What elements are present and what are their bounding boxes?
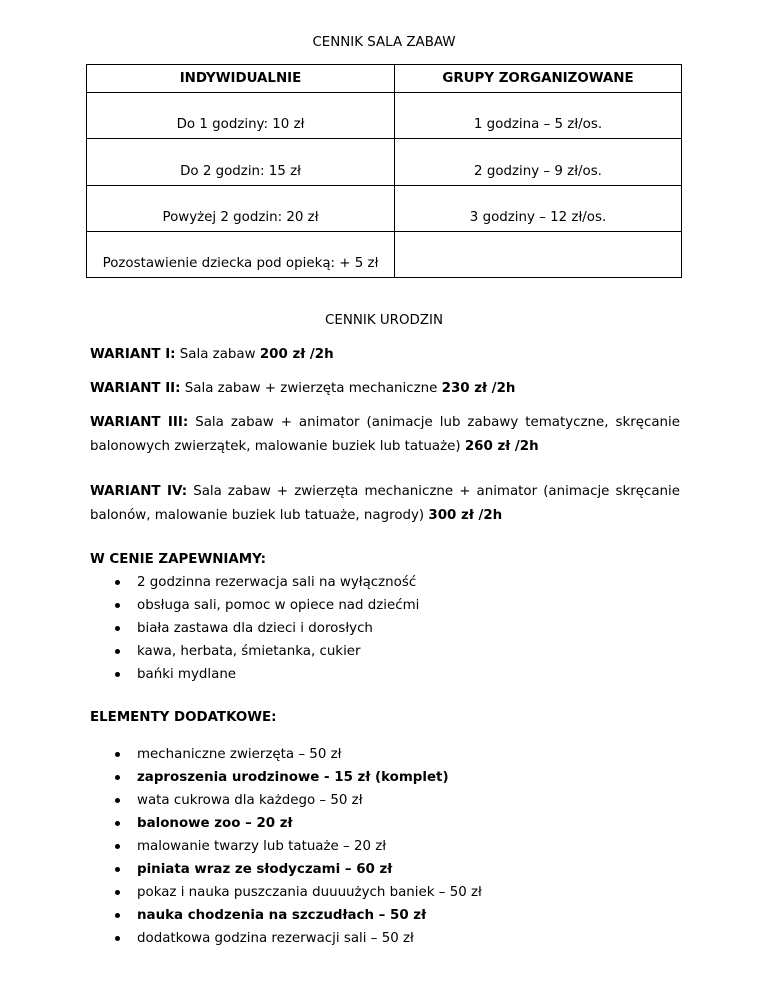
bullet-icon xyxy=(115,775,120,780)
list-item: nauka chodzenia na szczudłach – 50 zł xyxy=(0,904,482,927)
table-header-row xyxy=(87,65,682,93)
bullet-icon xyxy=(115,603,120,608)
table-cell xyxy=(395,231,682,277)
variant-label: WARIANT II: xyxy=(90,381,181,396)
extras-heading: ELEMENTY DODATKOWE: xyxy=(90,710,277,725)
list-item: zaproszenia urodzinowe - 15 zł (komplet) xyxy=(0,766,482,789)
table-cell: Powyżej 2 godzin: 20 zł xyxy=(87,185,395,231)
list-item: 2 godzinna rezerwacja sali na wyłączność xyxy=(0,571,419,594)
list-item: pokaz i nauka puszczania duuuużych baniek – 50 zł xyxy=(0,881,482,904)
variant-label: WARIANT I: xyxy=(90,347,176,362)
variant-desc: Sala zabaw + animator (animacje lub zabawy tematyczne, skręcanie balonowych zwierzątek, malowanie buziek lub tatuaże) xyxy=(90,415,680,454)
bullet-icon xyxy=(115,649,120,654)
bullet-icon xyxy=(115,672,120,677)
playroom-price-title: CENNIK SALA ZABAW xyxy=(312,35,456,50)
variant-1 xyxy=(90,343,680,367)
extras-list xyxy=(0,743,482,950)
variant-desc: Sala zabaw + zwierzęta mechaniczne xyxy=(180,381,442,396)
list-item: malowanie twarzy lub tatuaże – 20 zł xyxy=(0,835,482,858)
variant-2 xyxy=(90,377,680,401)
table-cell: 2 godziny – 9 zł/os. xyxy=(395,139,682,185)
list-item: biała zastawa dla dzieci i dorosłych xyxy=(0,617,419,640)
table-cell: Do 1 godziny: 10 zł xyxy=(87,93,395,139)
table-cell: Do 2 godzin: 15 zł xyxy=(87,139,395,185)
bullet-icon xyxy=(115,580,120,585)
bullet-icon xyxy=(115,752,120,757)
table-row xyxy=(87,185,682,231)
list-item: balonowe zoo – 20 zł xyxy=(0,812,482,835)
variant-desc: Sala zabaw xyxy=(175,347,260,362)
bullet-icon xyxy=(115,844,120,849)
table-row xyxy=(87,231,682,277)
included-list xyxy=(0,571,419,686)
variant-label: WARIANT III: xyxy=(90,415,189,430)
table-row xyxy=(87,93,682,139)
variant-price: 230 zł /2h xyxy=(441,381,516,396)
list-item: mechaniczne zwierzęta – 50 zł xyxy=(0,743,482,766)
variant-3 xyxy=(90,411,680,459)
bullet-icon xyxy=(115,913,120,918)
variant-label: WARIANT IV: xyxy=(90,484,188,499)
list-item: obsługa sali, pomoc w opiece nad dziećmi xyxy=(0,594,419,617)
bullet-icon xyxy=(115,821,120,826)
playroom-price-table xyxy=(86,64,682,278)
list-item: dodatkowa godzina rezerwacji sali – 50 zł xyxy=(0,927,482,950)
variant-price: 200 zł /2h xyxy=(259,347,334,362)
bullet-icon xyxy=(115,626,120,631)
list-item: piniata wraz ze słodyczami – 60 zł xyxy=(0,858,482,881)
variant-price: 300 zł /2h xyxy=(428,508,503,523)
header-individual: INDYWIDUALNIE xyxy=(87,65,395,93)
list-item: kawa, herbata, śmietanka, cukier xyxy=(0,640,419,663)
included-heading: W CENIE ZAPEWNIAMY: xyxy=(90,552,266,567)
bullet-icon xyxy=(115,890,120,895)
table-cell: 3 godziny – 12 zł/os. xyxy=(395,185,682,231)
variant-4 xyxy=(90,480,680,528)
list-item: wata cukrowa dla każdego – 50 zł xyxy=(0,789,482,812)
variant-desc: Sala zabaw + zwierzęta mechaniczne + animator (animacje skręcanie balonów, malowanie buziek lub tatuaże, nagrody) xyxy=(90,484,680,523)
table-cell: 1 godzina – 5 zł/os. xyxy=(395,93,682,139)
variant-price: 260 zł /2h xyxy=(464,439,539,454)
bullet-icon xyxy=(115,867,120,872)
header-groups: GRUPY ZORGANIZOWANE xyxy=(395,65,682,93)
birthday-price-title: CENNIK URODZIN xyxy=(325,313,443,328)
table-cell: Pozostawienie dziecka pod opieką: + 5 zł xyxy=(87,231,395,277)
table-row xyxy=(87,139,682,185)
bullet-icon xyxy=(115,798,120,803)
list-item: bańki mydlane xyxy=(0,663,419,686)
bullet-icon xyxy=(115,936,120,941)
